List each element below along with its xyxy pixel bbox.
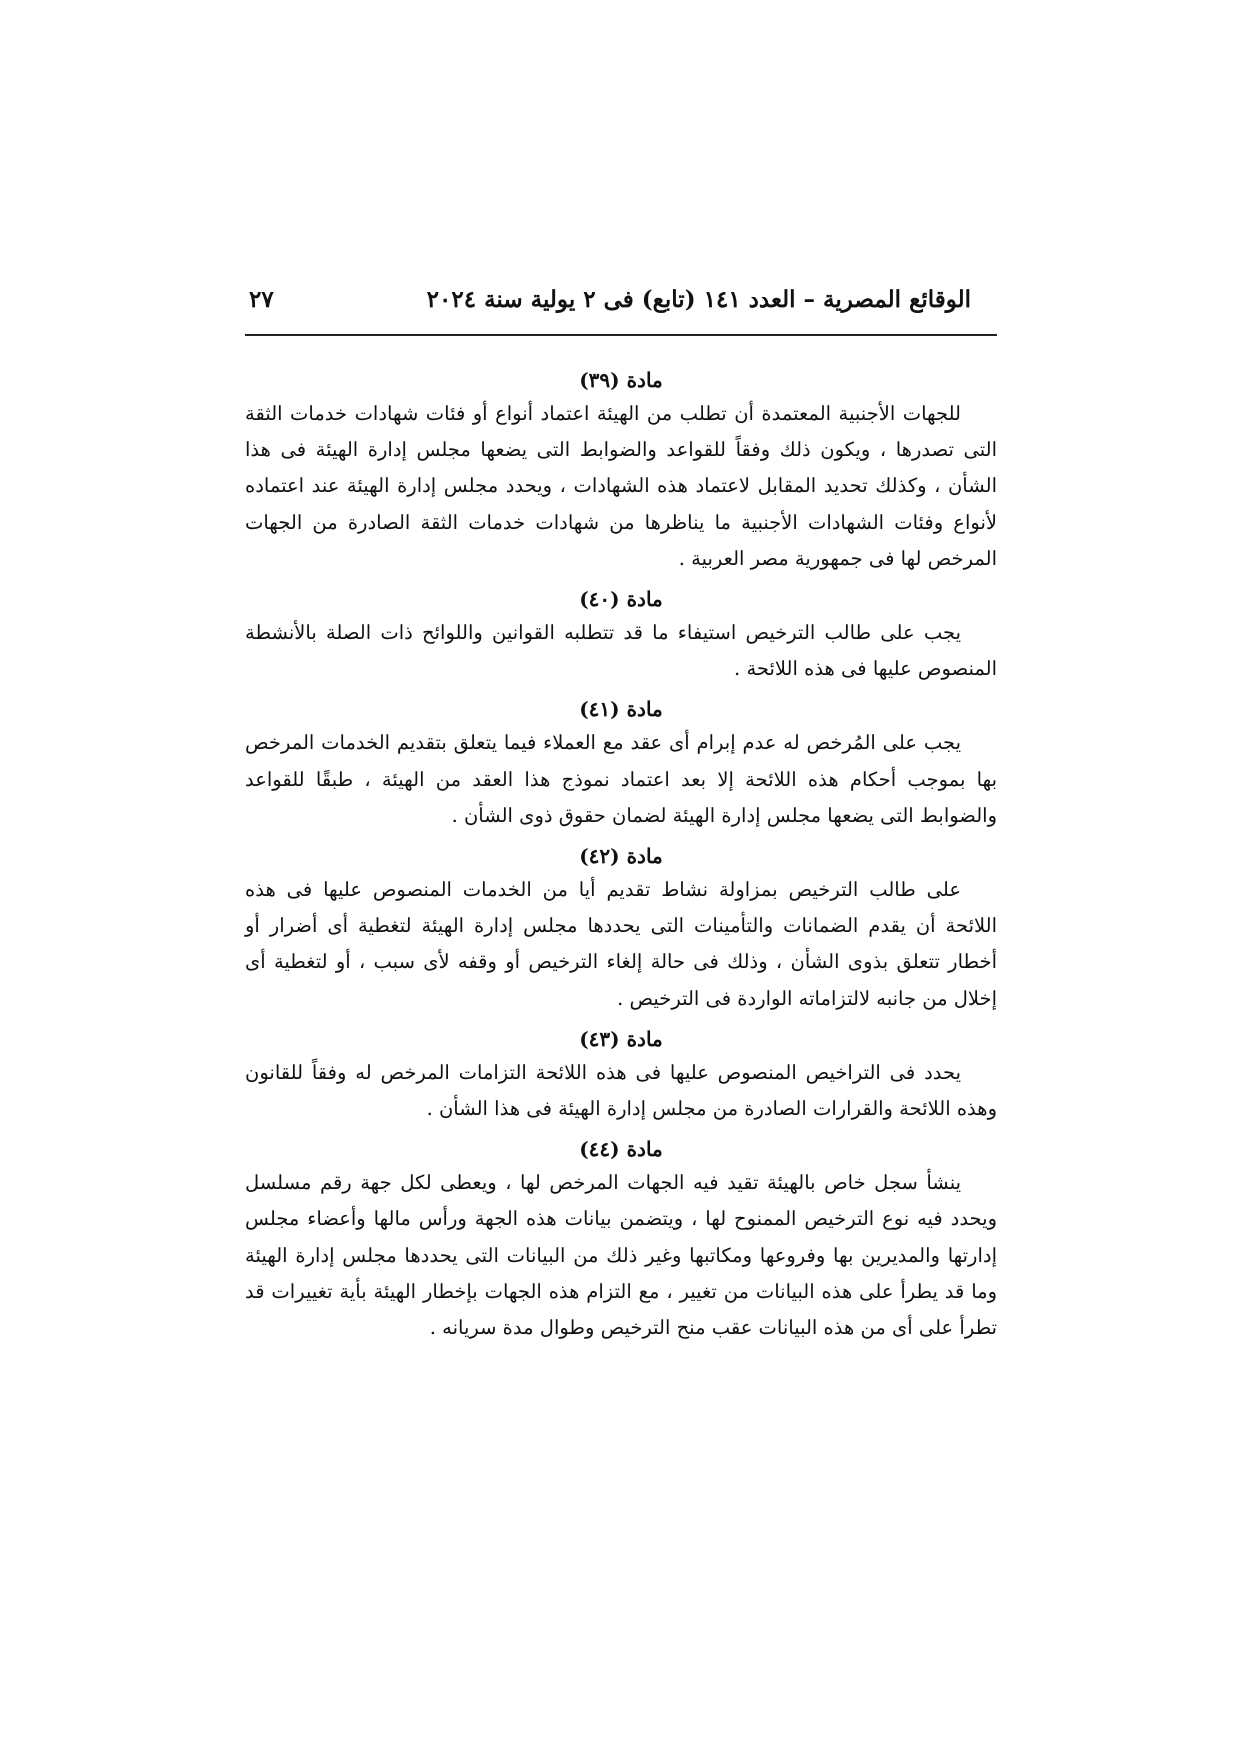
article-title: مادة (٤١) — [579, 697, 663, 722]
document-body — [245, 366, 997, 1354]
article-44 — [245, 1135, 997, 1346]
article-text: على طالب الترخيص بمزاولة نشاط تقديم أيا من الخدمات المنصوص عليها فى هذه اللائحة أن يقدم الضمانات والتأمينات التى يحددها مجلس إدارة الهيئة لتغطية أى أضرار أو أخطار تتعلق بذوى الشأن ، وذلك فى حالة إلغاء الترخيص أو وقفه لأى سبب ، أو لتغطية أى إخلال من جانبه لالتزاماته الواردة فى الترخيص . — [245, 878, 997, 1010]
article-42 — [245, 842, 997, 1017]
article-text: يجب على طالب الترخيص استيفاء ما قد تتطلبه القوانين واللوائح ذات الصلة بالأنشطة المنصوص عليها فى هذه اللائحة . — [245, 621, 997, 681]
page-header — [245, 286, 997, 326]
article-text: للجهات الأجنبية المعتمدة أن تطلب من الهيئة اعتماد أنواع أو فئات شهادات خدمات الثقة التى تصدرها ، ويكون ذلك وفقاً للقواعد والضوابط التى يضعها مجلس إدارة الهيئة فى هذا الشأن ، وكذلك تحديد المقابل لاعتماد هذه الشهادات ، ويحدد مجلس إدارة الهيئة عند اعتماده لأنواع وفئات الشهادات الأجنبية ما يناظرها من شهادات خدمات الثقة الصادرة من الجهات المرخص لها فى جمهورية مصر العربية . — [245, 402, 997, 570]
header-title: الوقائع المصرية – العدد ١٤١ (تابع) فى ٢ يولية سنة ٢٠٢٤ — [426, 286, 971, 313]
article-text: يجب على المُرخص له عدم إبرام أى عقد مع العملاء فيما يتعلق بتقديم الخدمات المرخص بها بموجب أحكام هذه اللائحة إلا بعد اعتماد نموذج هذا العقد من الهيئة ، طبقًا للقواعد والضوابط التى يضعها مجلس إدارة الهيئة لضمان حقوق ذوى الشأن . — [245, 731, 997, 827]
article-title: مادة (٤٤) — [579, 1137, 663, 1162]
article-title: مادة (٤٠) — [579, 587, 663, 612]
header-divider — [245, 334, 997, 336]
article-43 — [245, 1025, 997, 1127]
article-title: مادة (٤٢) — [579, 844, 663, 869]
article-40 — [245, 585, 997, 687]
article-text: يحدد فى التراخيص المنصوص عليها فى هذه اللائحة التزامات المرخص له وفقاً للقانون وهذه اللائحة والقرارات الصادرة من مجلس إدارة الهيئة فى هذا الشأن . — [245, 1060, 997, 1121]
article-title: مادة (٤٣) — [579, 1026, 663, 1051]
page-number: ٢٧ — [249, 286, 274, 313]
article-title: مادة (٣٩) — [579, 368, 663, 392]
article-41 — [245, 695, 997, 834]
article-39 — [245, 366, 997, 577]
article-text: ينشأ سجل خاص بالهيئة تقيد فيه الجهات المرخص لها ، ويعطى لكل جهة رقم مسلسل ويحدد فيه نوع الترخيص الممنوح لها ، ويتضمن بيانات هذه الجهة ورأس مالها وأعضاء مجلس إدارتها والمديرين بها وفروعها ومكاتبها وغير ذلك من البيانات التى يحددها مجلس إدارة الهيئة وما قد يطرأ على هذه البيانات من تغيير ، مع التزام هذه الجهات بإخطار الهيئة بأية تغييرات قد تطرأ على أى من هذه البيانات عقب منح الترخيص وطوال مدة سريانه . — [245, 1171, 997, 1340]
